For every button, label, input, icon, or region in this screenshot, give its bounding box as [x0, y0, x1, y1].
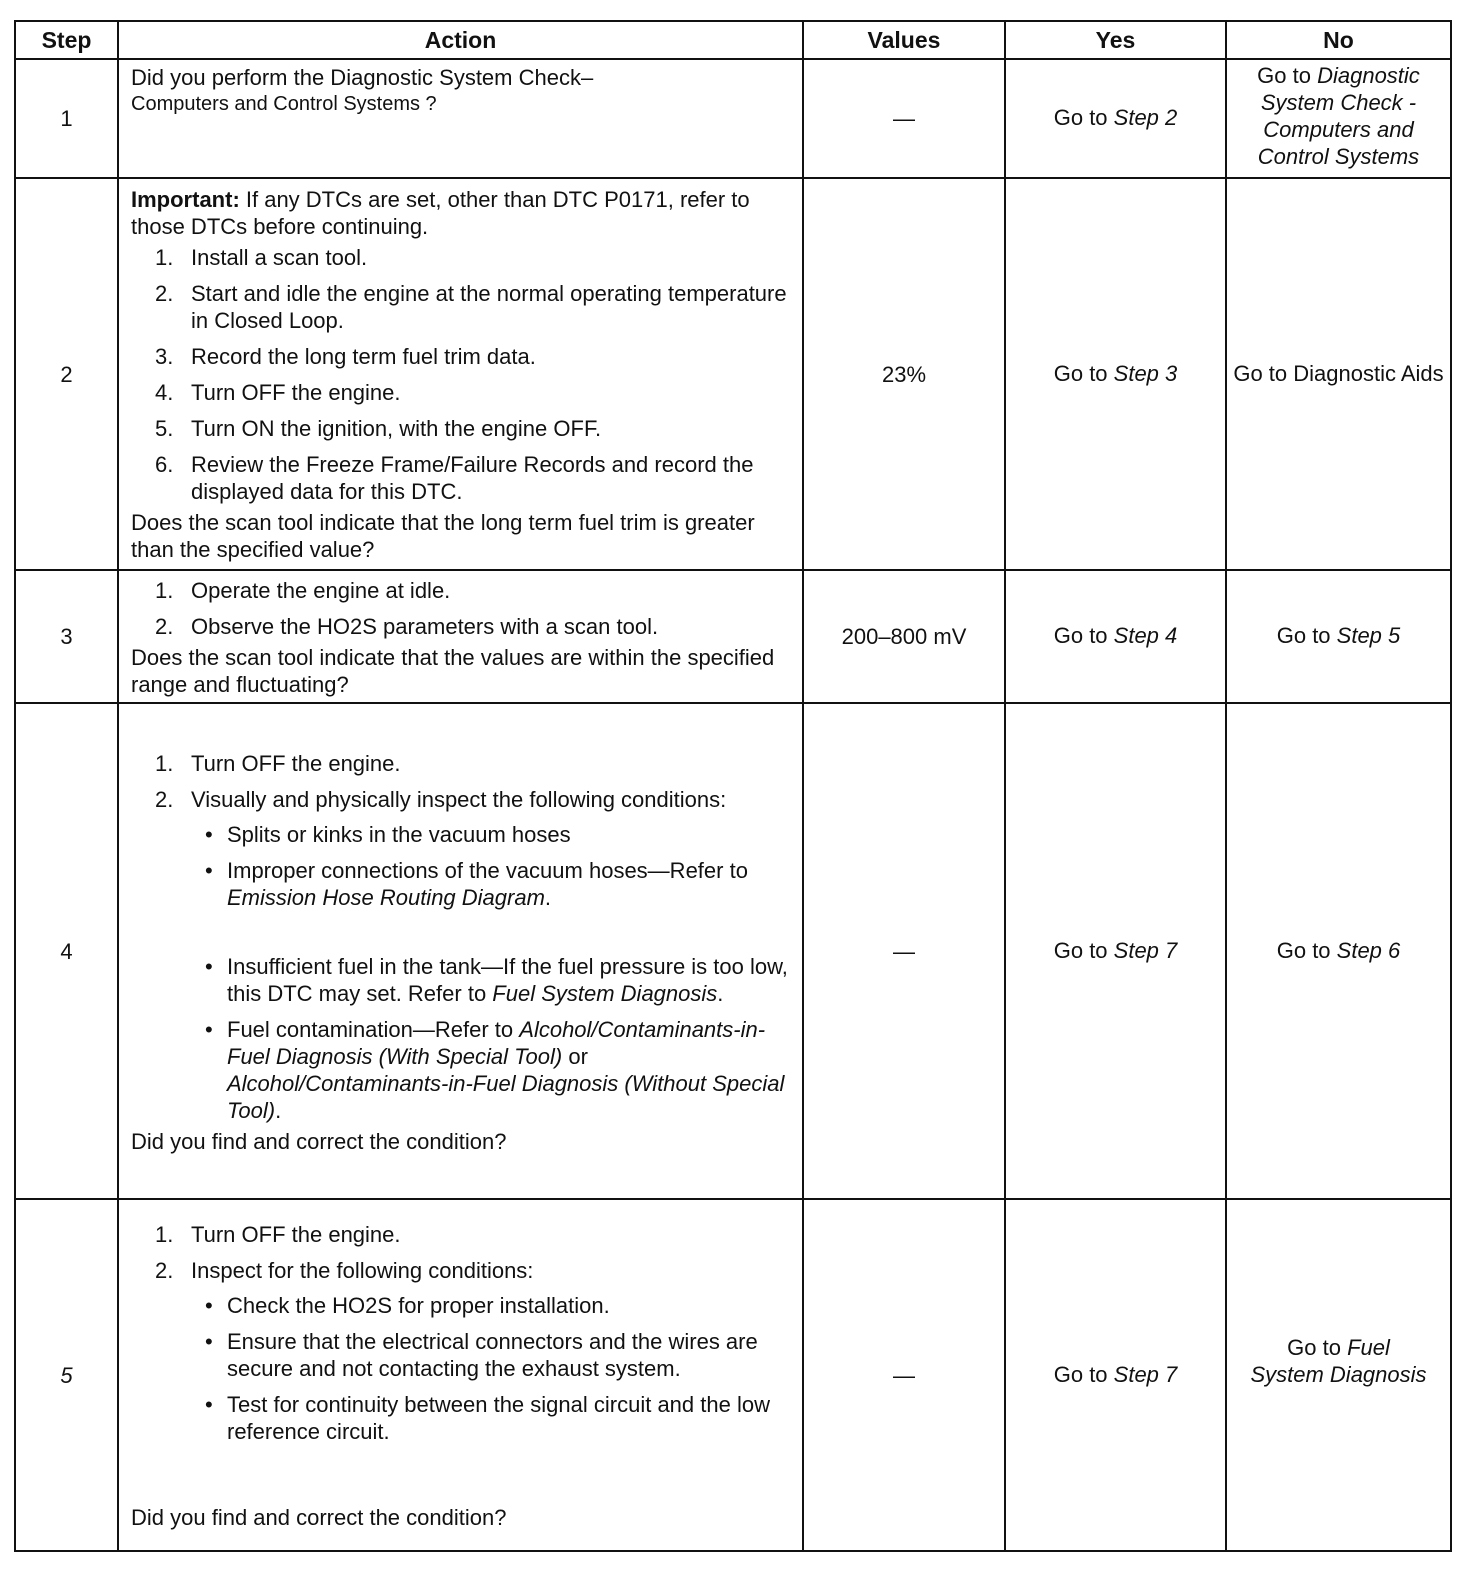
- list-item: [131, 451, 790, 505]
- value-cell: —: [803, 703, 1005, 1199]
- value-cell: 200–800 mV: [803, 570, 1005, 703]
- header-no: No: [1226, 21, 1451, 59]
- item-text: Start and idle the engine at the normal operating temperature in Closed Loop.: [191, 280, 787, 333]
- action-cell: [118, 1199, 803, 1551]
- no-link-cont[interactable]: System Diagnosis: [1250, 1362, 1427, 1387]
- no-link[interactable]: Go to Diagnostic Aids: [1233, 360, 1444, 386]
- bullet-icon: •: [205, 953, 213, 979]
- header-row: [15, 21, 1451, 59]
- item-number: 1.: [155, 750, 174, 776]
- header-action: Action: [118, 21, 803, 59]
- list-item: [131, 1221, 790, 1248]
- no-prefix: Go to: [1276, 937, 1337, 963]
- item-text: Inspect for the following conditions:: [191, 1258, 534, 1283]
- no-cell: [1226, 1199, 1451, 1551]
- item-number: 2.: [155, 280, 174, 306]
- item-text: Splits or kinks in the vacuum hoses: [227, 821, 571, 847]
- action-question: Does the scan tool indicate that the long term fuel trim is greater than the specified value?: [131, 509, 755, 562]
- bullet-icon: •: [205, 821, 213, 847]
- item-text: Turn OFF the engine.: [191, 379, 401, 405]
- item-number: 6.: [155, 451, 174, 477]
- yes-cell: [1005, 570, 1226, 703]
- value-cell: —: [803, 1199, 1005, 1551]
- step-number: 3: [15, 570, 118, 703]
- bullet-icon: •: [205, 1293, 213, 1318]
- item-text: Improper connections of the vacuum hoses—Refer to: [227, 857, 748, 883]
- value-cell: —: [803, 59, 1005, 178]
- list-item: [191, 1292, 790, 1319]
- item-text: Observe the HO2S parameters with a scan tool.: [191, 614, 659, 639]
- step-list: [131, 244, 790, 505]
- list-item: [131, 750, 790, 777]
- item-number: 3.: [155, 343, 174, 369]
- step-number: 1: [15, 59, 118, 178]
- yes-prefix: Go to: [1053, 623, 1114, 648]
- list-item: [131, 786, 790, 1124]
- header-yes: Yes: [1005, 21, 1226, 59]
- action-cell: [118, 59, 803, 178]
- item-text: Fuel contamination—Refer to: [227, 1016, 520, 1042]
- table-row: [15, 703, 1451, 1199]
- item-number: 5.: [155, 415, 174, 441]
- step-number: 2: [15, 178, 118, 570]
- no-link[interactable]: Step 5: [1336, 623, 1401, 648]
- important-note: [131, 186, 790, 240]
- item-text: Check the HO2S for proper installation.: [227, 1293, 610, 1318]
- condition-list: [191, 1292, 790, 1445]
- item-text: Visually and physically inspect the following conditions:: [191, 786, 727, 812]
- yes-link[interactable]: Step 4: [1113, 623, 1178, 648]
- header-step: Step: [15, 21, 118, 59]
- step-number: 5: [15, 1199, 118, 1551]
- item-number: 2.: [155, 614, 174, 639]
- item-text: Turn OFF the engine.: [191, 1222, 401, 1247]
- list-item: • Fuel contamination—Refer to Alcohol/Contaminants-in-Fuel Diagnosis (With Special Tool) or Alcohol/Contaminants-in-Fuel Diagnosis (Without Special Tool).: [205, 1016, 785, 1123]
- list-item: [131, 577, 790, 604]
- table-row: [15, 570, 1451, 703]
- list-item: • Improper connections of the vacuum hoses—Refer to Emission Hose Routing Diagram.: [205, 857, 748, 910]
- yes-link[interactable]: Step 2: [1113, 105, 1178, 130]
- item-text: Turn OFF the engine.: [191, 750, 401, 776]
- list-item: [131, 244, 790, 271]
- bullet-icon: •: [205, 857, 213, 883]
- action-question: Did you find and correct the condition?: [131, 1505, 507, 1530]
- step-list: [131, 1221, 790, 1445]
- table-row: [15, 1199, 1451, 1551]
- item-text: Insufficient fuel in the tank—If the fuel pressure is too low, this DTC may set. Refer to: [227, 953, 788, 1006]
- item-number: 2.: [155, 1258, 174, 1283]
- list-item: [131, 1257, 790, 1445]
- step-number: 4: [15, 703, 118, 1199]
- spacer: [191, 920, 790, 944]
- item-number: 2.: [155, 786, 174, 812]
- reference-link[interactable]: Fuel System Diagnosis: [492, 980, 718, 1006]
- yes-cell: [1005, 1199, 1226, 1551]
- step-list: [131, 750, 790, 1124]
- table-row: [15, 178, 1451, 570]
- no-cell: [1226, 59, 1451, 178]
- list-item: • Insufficient fuel in the tank—If the fuel pressure is too low, this DTC may set. Refer to Fuel System Diagnosis.: [205, 953, 788, 1006]
- action-question: Did you find and correct the condition?: [131, 1128, 507, 1154]
- list-item: [131, 280, 790, 334]
- spacer: [131, 1454, 790, 1504]
- no-link[interactable]: Diagnostic System Check - Computers and Control Systems: [1257, 63, 1420, 169]
- action-question-cont: Computers and Control Systems ?: [131, 93, 437, 115]
- item-text: Install a scan tool.: [191, 244, 368, 270]
- no-prefix: Go to: [1287, 1335, 1348, 1360]
- header-values: Values: [803, 21, 1005, 59]
- item-text: Review the Freeze Frame/Failure Records and record the displayed data for this DTC.: [191, 451, 754, 504]
- yes-prefix: Go to: [1053, 937, 1114, 963]
- item-number: 4.: [155, 379, 174, 405]
- no-link[interactable]: Step 6: [1336, 937, 1401, 963]
- list-item: [191, 821, 790, 848]
- yes-prefix: Go to: [1053, 1361, 1114, 1387]
- bullet-icon: •: [205, 1392, 213, 1417]
- list-item: [191, 1328, 790, 1382]
- action-cell: [118, 178, 803, 570]
- no-cell: [1226, 570, 1451, 703]
- item-number: 1.: [155, 578, 174, 603]
- list-item: [191, 1391, 790, 1445]
- no-link[interactable]: Fuel: [1347, 1335, 1390, 1360]
- condition-list: [191, 821, 790, 1124]
- diagnostic-table: [14, 20, 1452, 1552]
- reference-link[interactable]: Alcohol/Contaminants-in-Fuel Diagnosis (Without Special Tool): [227, 1070, 785, 1123]
- action-question: Does the scan tool indicate that the values are within the specified range and fluctuating?: [131, 645, 775, 697]
- item-number: 1.: [155, 244, 174, 270]
- list-item: [131, 343, 790, 370]
- yes-prefix: Go to: [1053, 360, 1114, 386]
- bullet-icon: •: [205, 1329, 213, 1354]
- yes-cell: [1005, 59, 1226, 178]
- item-text: Ensure that the electrical connectors and the wires are secure and not contacting the exhaust system.: [227, 1329, 758, 1381]
- item-text: Turn ON the ignition, with the engine OFF.: [191, 415, 602, 441]
- yes-link[interactable]: Step 3: [1113, 360, 1178, 386]
- value-cell: 23%: [803, 178, 1005, 570]
- item-text: Record the long term fuel trim data.: [191, 343, 536, 369]
- yes-cell: [1005, 178, 1226, 570]
- list-item: [131, 613, 790, 640]
- list-item: [131, 379, 790, 406]
- action-cell: [118, 570, 803, 703]
- no-prefix: Go to: [1257, 63, 1318, 88]
- reference-link[interactable]: Alcohol/Contaminants-in-Fuel Diagnosis (With Special Tool): [227, 1016, 766, 1069]
- yes-link[interactable]: Step 7: [1113, 937, 1178, 963]
- no-cell: [1226, 703, 1451, 1199]
- item-text: Test for continuity between the signal circuit and the low reference circuit.: [227, 1392, 770, 1444]
- yes-link[interactable]: Step 7: [1113, 1361, 1178, 1387]
- action-cell: [118, 703, 803, 1199]
- yes-prefix: Go to: [1053, 105, 1114, 130]
- item-text: or: [562, 1043, 588, 1069]
- item-number: 1.: [155, 1222, 174, 1247]
- reference-link[interactable]: Emission Hose Routing Diagram: [227, 884, 545, 910]
- yes-cell: [1005, 703, 1226, 1199]
- important-text: If any DTCs are set, other than DTC P0171, refer to those DTCs before continuing.: [131, 186, 750, 239]
- list-item: [131, 415, 790, 442]
- no-cell: [1226, 178, 1451, 570]
- table-row: [15, 59, 1451, 178]
- bullet-icon: •: [205, 1016, 213, 1042]
- important-label: Important:: [131, 186, 240, 212]
- action-question: Did you perform the Diagnostic System Check–: [131, 65, 594, 90]
- item-text: Operate the engine at idle.: [191, 578, 451, 603]
- no-prefix: Go to: [1276, 623, 1337, 648]
- step-list: [131, 577, 790, 640]
